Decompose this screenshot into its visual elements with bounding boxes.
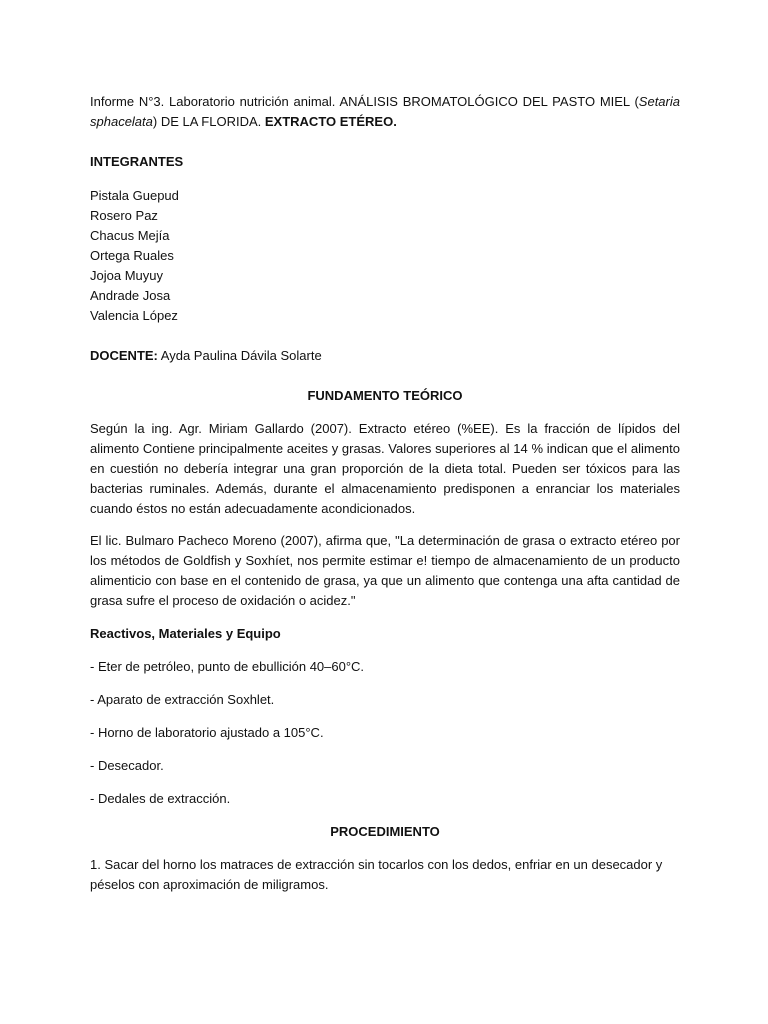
report-title bbox=[90, 92, 680, 132]
fundamento-heading: FUNDAMENTO TEÓRICO bbox=[307, 388, 463, 403]
list-item: - Horno de laboratorio ajustado a 105°C. bbox=[90, 725, 324, 740]
list-item: Pistala Guepud bbox=[90, 188, 179, 203]
report-title-location: ) DE LA FLORIDA. bbox=[152, 114, 265, 129]
report-title-text: Informe N°3. Laboratorio nutrición animal. ANÁLISIS BROMATOLÓGICO DEL PASTO MIEL ( bbox=[90, 94, 639, 109]
docente-label: DOCENTE: bbox=[90, 348, 158, 363]
docente-line bbox=[90, 346, 680, 366]
reactivos-heading: Reactivos, Materiales y Equipo bbox=[90, 626, 281, 641]
docente-name: Ayda Paulina Dávila Solarte bbox=[157, 348, 322, 363]
list-item: - Eter de petróleo, punto de ebullición 40–60°C. bbox=[90, 659, 365, 674]
list-item: - Dedales de extracción. bbox=[90, 791, 231, 806]
integrantes-heading: INTEGRANTES bbox=[90, 154, 184, 169]
list-item: - Aparato de extracción Soxhlet. bbox=[90, 692, 275, 707]
fundamento-paragraph-1: Según la ing. Agr. Miriam Gallardo (2007). Extracto etéreo (%EE). Es la fracción de lípidos del alimento Contiene principalmente aceites y grasas. Valores superiores al 14 % indican que el alimento en cuestión no debería integrar una gran proporción de la dieta total. Pueden ser tóxicos para las bacterias ruminales. Además, durante el almacenamiento predisponen a enranciar los materiales cuando éstos no están adecuadamente acondicionados. bbox=[90, 421, 680, 516]
list-item: Andrade Josa bbox=[90, 288, 171, 303]
list-item: Ortega Ruales bbox=[90, 248, 174, 263]
list-item: - Desecador. bbox=[90, 758, 164, 773]
list-item: Valencia López bbox=[90, 308, 178, 323]
procedimiento-heading: PROCEDIMIENTO bbox=[330, 824, 440, 839]
list-item: Chacus Mejía bbox=[90, 228, 170, 243]
members-list bbox=[90, 186, 680, 326]
list-item: Rosero Paz bbox=[90, 208, 158, 223]
fundamento-paragraph-2: El lic. Bulmaro Pacheco Moreno (2007), afirma que, "La determinación de grasa o extracto etéreo por los métodos de Goldfish y Soxhíet, nos permite estimar e! tiempo de almacenamiento de un producto alimenticio con base en el contenido de grasa, ya que un alimento que contenga una afta cantidad de grasa sufre el proceso de oxidación o acidez." bbox=[90, 533, 680, 608]
species-genus: Setaria bbox=[638, 94, 680, 109]
list-item: Jojoa Muyuy bbox=[90, 268, 163, 283]
species-epithet: sphacelata bbox=[90, 114, 153, 129]
report-title-topic: EXTRACTO ETÉREO. bbox=[264, 114, 397, 129]
procedimiento-step-1: 1. Sacar del horno los matraces de extracción sin tocarlos con los dedos, enfriar en un desecador y péselos con aproximación de miligramos. bbox=[90, 857, 663, 892]
